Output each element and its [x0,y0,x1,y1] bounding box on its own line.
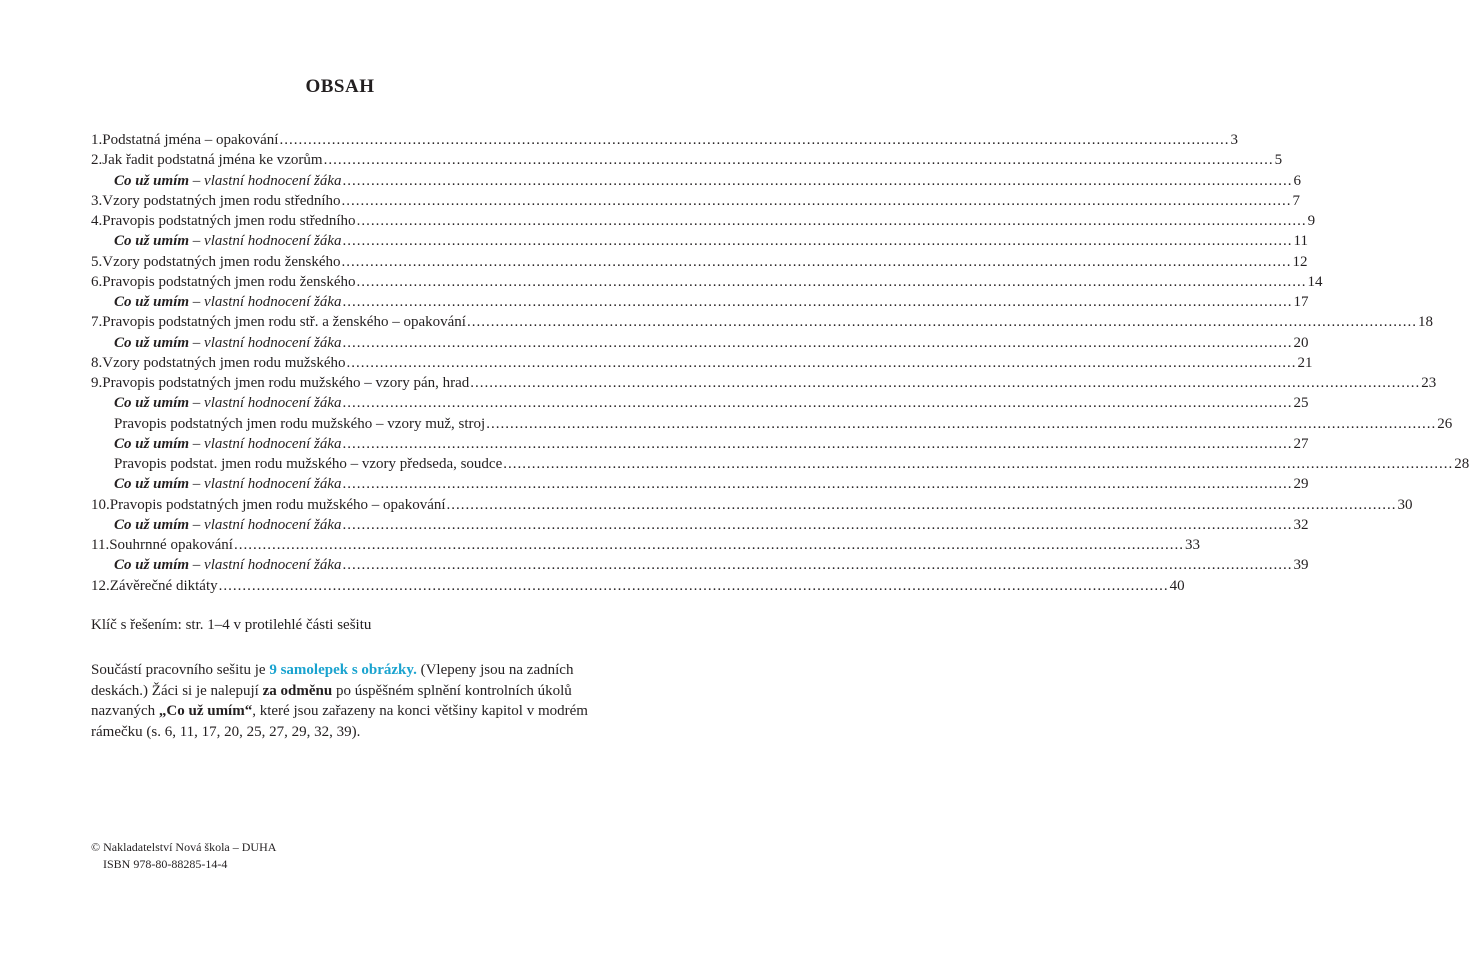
info-text-4: , které jsou zařazeny na konci většiny kapitol v modrém rámečku (s. 6, 11, 17, 20, 25, 27, 29, 32, 39). [91,703,588,740]
toc-self-check-label: Co už umím [114,476,190,493]
toc-self-check-text: – vlastní hodnocení žáka [189,395,342,412]
toc-entry-number: 7. [91,314,103,331]
toc-self-check-label: Co už umím [114,294,190,310]
toc-entry [91,231,1308,251]
toc-self-check-label: Co už umím [114,557,190,574]
toc-entry [91,333,1309,353]
toc-page-number: 25 [1293,395,1309,412]
toc-page-number: 6 [1293,172,1302,189]
stickers-highlight: 9 samolepek s obrázky. [269,662,417,678]
toc-entry-text: Jak řadit podstatná jména ke vzorům [102,152,323,169]
toc-entry-title [91,312,466,332]
toc-entry-text: Vzory podstatných jmen rodu ženského [102,253,341,270]
dot-leader: ........................................................................................................................................................................................................ [323,152,1274,169]
toc-self-check-text: – vlastní hodnocení žáka [189,557,342,574]
toc-entry [91,495,1413,515]
toc-page-number: 21 [1297,354,1313,371]
info-text-3: po úspěšném splnění kontrolních úkolů nazvaných [91,682,572,719]
toc-entry [91,515,1309,535]
toc-self-check-text: – vlastní hodnocení žáka [189,516,342,533]
toc-entry-number: 3. [91,192,103,209]
toc-entry-text: Podstatná jména – opakování [102,132,279,148]
toc-entry [91,171,1302,191]
dot-leader: ........................................................................................................................................................................................................ [342,172,1293,189]
toc-entry [91,252,1308,272]
dot-leader: ........................................................................................................................................................................................................ [342,294,1293,310]
toc-entry [91,150,1283,170]
toc-entry-title [91,353,346,373]
dot-leader: ........................................................................................................................................................................................................ [470,375,1421,391]
info-text-1: Součástí pracovního sešitu je [91,662,270,678]
toc-self-check-text: – vlastní hodnocení žáka [189,334,342,351]
toc-entry [91,312,1433,332]
toc-page-number: 9 [1307,213,1316,229]
toc-entry-title [91,252,341,272]
toc-entry [91,393,1309,413]
dot-leader: ........................................................................................................................................................................................................ [356,213,1307,229]
toc-entry-number: 10. [91,496,110,513]
toc-self-check-text: – vlastní hodnocení žáka [189,294,342,310]
toc-entry [91,211,1316,231]
toc-entry-title [114,292,342,312]
publisher-line: © Nakladatelství Nová škola – DUHA [91,840,277,854]
toc-entry-title [114,515,342,535]
answer-key-note: Klíč s řešením: str. 1–4 v protilehlé části sešitu [91,617,372,633]
dot-leader: ........................................................................................................................................................................................................ [342,476,1293,493]
toc-entry [91,576,1185,596]
dot-leader: ........................................................................................................................................................................................................ [233,537,1184,553]
toc-entry-number: 6. [91,273,103,290]
isbn-line: ISBN 978-80-88285-14-4 [103,857,228,871]
toc-entry [91,535,1200,555]
toc-self-check-text: – vlastní hodnocení žáka [189,172,342,189]
dot-leader: ........................................................................................................................................................................................................ [356,273,1307,290]
toc-entry [91,434,1309,454]
toc-page-number: 26 [1437,415,1453,432]
toc-page-number: 40 [1169,577,1185,594]
toc-entry-number: 2. [91,152,103,169]
table-of-contents [91,130,1469,596]
dot-leader: ........................................................................................................................................................................................................ [503,456,1454,472]
dot-leader: ........................................................................................................................................................................................................ [342,435,1293,452]
toc-entry-text: Pravopis podstat. jmen rodu mužského – vzory předseda, soudce [114,456,503,472]
toc-page-number: 7 [1292,192,1301,209]
self-check-emphasis: „Co už umím“ [158,703,253,719]
toc-self-check-text: – vlastní hodnocení žáka [189,435,342,452]
toc-self-check-label: Co už umím [114,233,190,250]
dot-leader: ........................................................................................................................................................................................................ [446,496,1397,513]
toc-page-number: 18 [1417,314,1433,331]
toc-entry-number: 8. [91,354,103,371]
toc-page-number: 3 [1230,132,1238,148]
toc-entry-text: Souhrnné opakování [109,537,233,553]
toc-entry-title [114,333,342,353]
toc-entry-title [91,211,356,231]
toc-entry-title [91,535,233,555]
toc-entry-text: Pravopis podstatných jmen rodu mužského – vzory muž, stroj [114,415,486,432]
toc-entry-title [91,130,278,150]
info-text-2: (Vlepeny jsou na zadních deskách.) Žáci si je nalepují [91,662,574,699]
toc-page-number: 5 [1274,152,1283,169]
toc-entry [91,130,1238,150]
toc-entry [91,474,1309,494]
toc-page-number: 23 [1421,375,1437,391]
toc-entry-title [114,555,342,575]
dot-leader: ........................................................................................................................................................................................................ [341,192,1292,209]
toc-page-number: 29 [1293,476,1309,493]
toc-self-check-label: Co už umím [114,334,190,351]
reward-emphasis: za odměnu [262,682,333,699]
toc-page-number: 28 [1454,456,1469,472]
toc-entry-title [91,495,446,515]
dot-leader: ........................................................................................................................................................................................................ [342,516,1293,533]
toc-page-number: 39 [1293,557,1309,574]
toc-entry-text: Pravopis podstatných jmen rodu středního [102,213,356,229]
toc-entry-title [91,150,323,170]
dot-leader: ........................................................................................................................................................................................................ [342,557,1293,574]
toc-entry-text: Vzory podstatných jmen rodu středního [102,192,341,209]
toc-entry-title [91,373,469,393]
toc-page-number: 33 [1184,537,1200,553]
toc-entry-title [91,576,218,596]
toc-entry [91,353,1313,373]
toc-entry-text: Pravopis podstatných jmen rodu mužského – vzory pán, hrad [102,375,470,391]
toc-page-number: 14 [1307,273,1323,290]
toc-entry-number: 4. [91,213,103,229]
toc-entry [91,414,1453,434]
toc-entry-text: Pravopis podstatných jmen rodu ženského [102,273,356,290]
toc-entry-number: 11. [91,537,110,553]
toc-page-number: 32 [1293,516,1309,533]
toc-page-number: 27 [1293,435,1309,452]
toc-entry-title [114,414,485,434]
toc-page-number: 20 [1293,334,1309,351]
toc-entry-text: Závěrečné diktáty [109,577,218,594]
toc-entry-text: Vzory podstatných jmen rodu mužského [102,354,346,371]
toc-entry-text: Pravopis podstatných jmen rodu stř. a ženského – opakování [102,314,466,331]
toc-self-check-text: – vlastní hodnocení žáka [189,476,342,493]
page-title: OBSAH [305,76,375,97]
dot-leader: ........................................................................................................................................................................................................ [279,132,1230,148]
dot-leader: ........................................................................................................................................................................................................ [342,334,1293,351]
footer [91,839,276,873]
dot-leader: ........................................................................................................................................................................................................ [342,395,1293,412]
toc-entry [91,292,1309,312]
toc-self-check-label: Co už umím [114,172,190,189]
dot-leader: ........................................................................................................................................................................................................ [342,233,1293,250]
toc-entry-number: 9. [91,375,103,391]
info-paragraph [91,660,591,742]
toc-entry-title [91,191,341,211]
toc-entry-title [114,171,342,191]
toc-entry-title [114,393,342,413]
toc-entry-number: 1. [91,132,103,148]
toc-entry-title [91,272,356,292]
toc-self-check-label: Co už umím [114,395,190,412]
toc-entry-number: 12. [91,577,110,594]
toc-entry [91,555,1309,575]
toc-page-number: 12 [1292,253,1308,270]
toc-self-check-text: – vlastní hodnocení žáka [189,233,342,250]
toc-entry [91,454,1469,474]
toc-entry [91,272,1323,292]
toc-page-number: 30 [1397,496,1413,513]
toc-entry [91,191,1301,211]
dot-leader: ........................................................................................................................................................................................................ [341,253,1292,270]
dot-leader: ........................................................................................................................................................................................................ [218,577,1169,594]
toc-page-number: 17 [1293,294,1309,310]
toc-entry-title [114,434,342,454]
toc-self-check-label: Co už umím [114,435,190,452]
dot-leader: ........................................................................................................................................................................................................ [486,415,1437,432]
toc-self-check-label: Co už umím [114,516,190,533]
toc-entry-title [114,231,342,251]
toc-entry-number: 5. [91,253,103,270]
toc-entry-title [114,474,342,494]
dot-leader: ........................................................................................................................................................................................................ [466,314,1417,331]
toc-entry-text: Pravopis podstatných jmen rodu mužského – opakování [109,496,446,513]
toc-entry-title [114,454,502,474]
toc-entry [91,373,1437,393]
dot-leader: ........................................................................................................................................................................................................ [346,354,1297,371]
toc-page-number: 11 [1293,233,1308,250]
